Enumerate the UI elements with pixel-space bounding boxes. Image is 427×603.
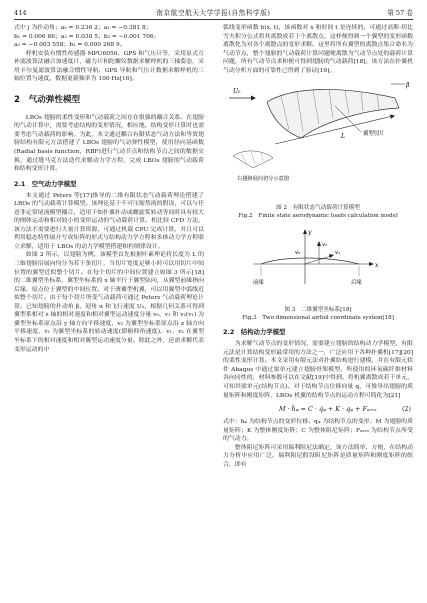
page-header — [14, 7, 413, 20]
leading-edge-label: 前缘 — [253, 280, 264, 287]
volume-label: 第 57 卷 — [387, 9, 413, 17]
wing-slice-diagram — [223, 80, 413, 184]
left-column — [14, 24, 204, 354]
peters-paragraph: 本文通过 Peters 等[17]推导的二维有限状态气动载荷理论搭建了 LBOs 的气动载荷计算模型。该理论基于不可压缩势流的假设，可以与任意非定常尾流模型耦合，适用于如扑翼扑动或螺旋桨转动等同时具有较大的刚体运动和相对较小的变形运动的气动载荷计算。相比较 CFD 方法，该方法不需要进行大量计算资源，可通过机载 CPU 完成计算，并且可以利用稳态特性展开写成矩阵的形式与结构动力学方程和多体动力学方程联立求解，适用于 LBOs 的动力学模型搭建和控制律设计。 — [14, 192, 204, 250]
camber-paragraph: 弧线变形函数 h(x, t)，该函数对 x 和时间 t 是连续的，可通过高斯-切比雪夫积分公式将其离散成若干个离散点，这样便得到一个翼型的变形函数离散化为对各个离散点的变形求解。这里将所有翼型的离散点集合命名为气动节点，整个翅膀的气动载荷计算问题便离散为气动节点处的载荷计算问题，所有气动节点求和便可得到翅膀的气动载荷[18]。该方法在扑翼机气动分析方面的可靠性已得到了验证[19]。 — [223, 25, 413, 74]
v-two-label: v₂ — [322, 242, 328, 249]
equation-number: (2) — [401, 405, 411, 414]
coupling-paragraph: LBOs 翅膀的柔性变形和气动载荷之间存在很强的耦合关系。在翅膀的气动计算中，需要考虑结构的变形情况，相应地，结构变形计算时也需要考虑气动载荷的影响。为此，本文通过耦合有限状态气动方法和等效翅膀结构有限元方法搭建了 LBOs 翅膀的气动弹性模型，使用径向基函数(Radial basis function，RBF)进行气动节点和结构节点之间的数据交换，通过缝马克方法迭代求解动力学方程，完成 LBOs 翅膀的气动载荷和结构变形计算。 — [14, 114, 204, 173]
fig3-caption-en: Fig.3 Two dimensional airfoil coordinate system[18] — [242, 315, 394, 322]
subsection-title-structure: 2.2 结构动力学模型 — [223, 328, 286, 337]
svg-text:β: β — [406, 82, 410, 90]
journal-title: 南京航空航天大学学报(自然科学版) — [156, 9, 271, 17]
fig3-caption-zh: 图 3 二维翼型坐标系[18] — [284, 307, 352, 314]
y-axis-label: y — [308, 229, 312, 237]
section-title: 2 气动弹性模型 — [14, 94, 81, 105]
corner-caption: 右翅膀展向切分示意图 — [237, 176, 289, 183]
slice-paragraph: 如图 2 所示，以翅膀为例，该模型首先根据叶素理论将长度为 L 的三维翅膀沿展向均分为若干条切片，当切片宽度足够小时可以用切片中间位置的翼型近似整个切片。在每个切片的中间位置建立如图 3 所示[18]的二维翼型坐标系，翼型坐标系的 x 轴平行于翼型弦向，从翼型前缘指向后缘，原点位于翼型的中间位置。对于薄翼型机翼，可以用翼型中弧线近似整个切片。由于每个切片所受气动载荷可通过 Peters 气动载荷理论计算。已知翅膀的扑动角 β，迎角 α 和飞行速度 U₀，根据几何关系可得到翼型系相对 z 轴的相对速度和相对翼型运动速度分量 v₀、v₁ 和 v₂(v₁) 为翼型坐标系原点沿 y 轴方向平移速度，v₂ 为翼型坐标系原点沿 z 轴方向平移速度，v₁ 为翼型坐标系的转动速度(即俯仰角速度)。v₁，v₂ 在翼型坐标系下的相对速度和相对翼型运动速度分量。除此之外，还需求解代表变形运动的中 — [14, 252, 204, 353]
equation-body: M · ḧᵩ = C · q̇ᵩ + K · qᵩ + Fₐₑᵣₒ — [279, 405, 377, 414]
v-one-label: v₁ — [335, 250, 341, 257]
figure-2 — [223, 80, 413, 204]
v-zero-label: v₀ — [295, 250, 301, 257]
coefficient-line-3: a₃ = −0.003 558；b₃ = 0.000 268 9。 — [14, 42, 126, 49]
equation-2 — [223, 402, 413, 416]
coefficient-line-2: b₁ = 0.006 86；a₂ = 0.030 5；b₂ = −0.001 706； — [14, 33, 160, 40]
page-number: 414 — [14, 9, 27, 17]
x-axis-label: x — [375, 262, 379, 270]
fig2-caption-zh: 图 2 有限状态气动载荷计算模型 — [276, 205, 360, 212]
span-label: L — [341, 133, 345, 141]
fem-paragraph: 为求解气动节点的变形情况，需要建立翅膀的结构动力学模型。有限元法是计算结构变形最常用的方法之一，广泛应用于各种扑翼机[17][20]的柔性变形计算。本文采用有限元法对扑翼结构进行建模，并在有限元软件 Abaqus 中通过梁单元建立翅膀骨架模型。所使用的环氧碳纤维材料各向同性的，材料参数可以在文献[19]中得到。将机翼离散成若干单元，可知其梁单元(结构节点)。对于结构节点位移向量 q，可推导出翅膀的质量矩阵和刚度矩阵，LBOs 机翼的结构节点的运动方程可简化为[21] — [223, 341, 413, 399]
subsection-title-aero: 2.1 空气动力学模型 — [14, 179, 77, 188]
fig2-caption-en: Fig.2 Finite state aerodynamic loads calculation model — [238, 213, 398, 220]
rayleigh-paragraph: 整体阻尼矩阵可采用瑞利阻尼法确定，该方法简单、方便，在结构动力分析中应用广泛。瑞利阻尼假设阻尼矩阵是质量矩阵和刚度矩阵的组合，即有 — [223, 444, 413, 468]
velocity-label: U₀ — [233, 88, 241, 96]
right-column — [223, 24, 413, 469]
airfoil-coordinate-diagram — [223, 226, 413, 290]
figure-3 — [223, 226, 413, 306]
trailing-edge-label: 后缘 — [351, 280, 362, 287]
sensor-paragraph: 样机安装有惯性传感器 MPU6050、GPS 和气压计等，采用显式互补滤波算法融合加速度计、磁力计和陀螺仪数据求解样机的三轴姿态，采用卡尔曼滤波算法融合惯性导航、GPS 导航和气压计数据求解样机的三轴位置与速度，数据更新频率为 100 Hz[16]。 — [14, 50, 204, 83]
coefficient-line-1: 式中 j 为扑动角；a₀ = 0.236 2；a₁ = −0.381 8； — [14, 25, 152, 31]
equation-explanation: 式中：hᵩ 为结构节点的变形位移；qᵩ 为结构节点的变形；M 为翅膀的质量矩阵；K 为整体刚度矩阵；C 为整体阻尼矩阵；Fₐₑᵣₒ 为结构节点所受的气动力。 — [223, 419, 413, 443]
slice-callout: 翼型切片 — [363, 131, 385, 138]
